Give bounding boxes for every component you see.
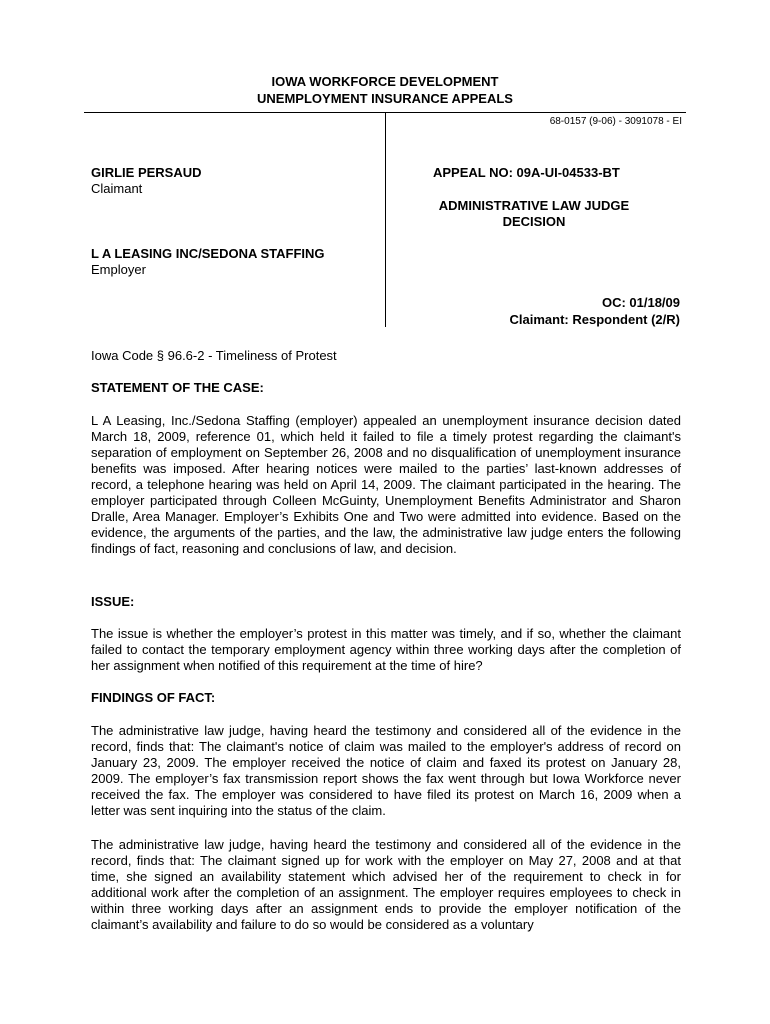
claimant-status: Claimant: Respondent (2/R) (509, 312, 680, 327)
agency-name: IOWA WORKFORCE DEVELOPMENT (271, 74, 499, 89)
claimant-name: GIRLIE PERSAUD (91, 165, 202, 180)
decision-title-line1: ADMINISTRATIVE LAW JUDGE (438, 198, 630, 213)
form-number: 68-0157 (9-06) - 3091078 - EI (549, 116, 682, 127)
code-reference: Iowa Code § 96.6-2 - Timeliness of Protest (91, 348, 337, 363)
caption-divider (385, 112, 386, 327)
statement-paragraph: L A Leasing, Inc./Sedona Staffing (employer) appealed an unemployment insurance decision dated March 18, 2009, reference 01, which held it failed to file a timely protest regarding the claimant's separation of employment on September 26, 2008 and no disqualification of unemployment insurance benefits was imposed. After hearing notices were mailed to the parties’ last-known addresses of record, a telephone hearing was held on April 14, 2009. The claimant participated in the hearing. The employer participated through Colleen McGuinty, Unemployment Benefits Administrator and Sharon Dralle, Area Manager. Employer’s Exhibits One and Two were admitted into evidence. Based on the evidence, the arguments of the parties, and the law, the administrative law judge enters the following findings of fact, reasoning and conclusions of law, and decision. (91, 413, 681, 556)
issue-heading: ISSUE: (91, 594, 135, 609)
findings-paragraph-1: The administrative law judge, having heard the testimony and considered all of the evidence in the record, finds that: The claimant's notice of claim was mailed to the employer's address of record on January 23, 2009. The employer received the notice of claim and faxed its protest on January 28, 2009. The employer’s fax transmission report shows the fax went through but Iowa Workforce never received the fax. The employer was considered to have filed its protest on March 16, 2009 when a letter was sent inquiring into the status of the claim. (91, 723, 681, 818)
statement-heading: STATEMENT OF THE CASE: (91, 380, 264, 395)
findings-heading: FINDINGS OF FACT: (91, 690, 216, 705)
findings-paragraph-2: The administrative law judge, having heard the testimony and considered all of the evidence in the record, finds that: The claimant signed up for work with the employer on May 27, 2008 and at that time, she signed an availability statement which advised her of the requirement to check in for additional work after the completion of an assignment. The employer requires employees to check in within three working days after an assignment ends to provide the employer notification of the claimant’s availability and failure to do so would be considered as a voluntary (91, 837, 681, 932)
issue-paragraph: The issue is whether the employer’s protest in this matter was timely, and if so, whether the claimant failed to contact the temporary employment agency within three working days after the completion of her assignment when notified of this requirement at the time of hire? (91, 626, 681, 673)
oc-date: OC: 01/18/09 (601, 295, 680, 310)
agency-division: UNEMPLOYMENT INSURANCE APPEALS (257, 91, 513, 106)
employer-name: L A LEASING INC/SEDONA STAFFING (91, 246, 325, 261)
decision-title-line2: DECISION (502, 214, 566, 229)
employer-role: Employer (91, 262, 146, 277)
appeal-number: APPEAL NO: 09A-UI-04533-BT (433, 165, 620, 180)
claimant-role: Claimant (91, 181, 143, 196)
